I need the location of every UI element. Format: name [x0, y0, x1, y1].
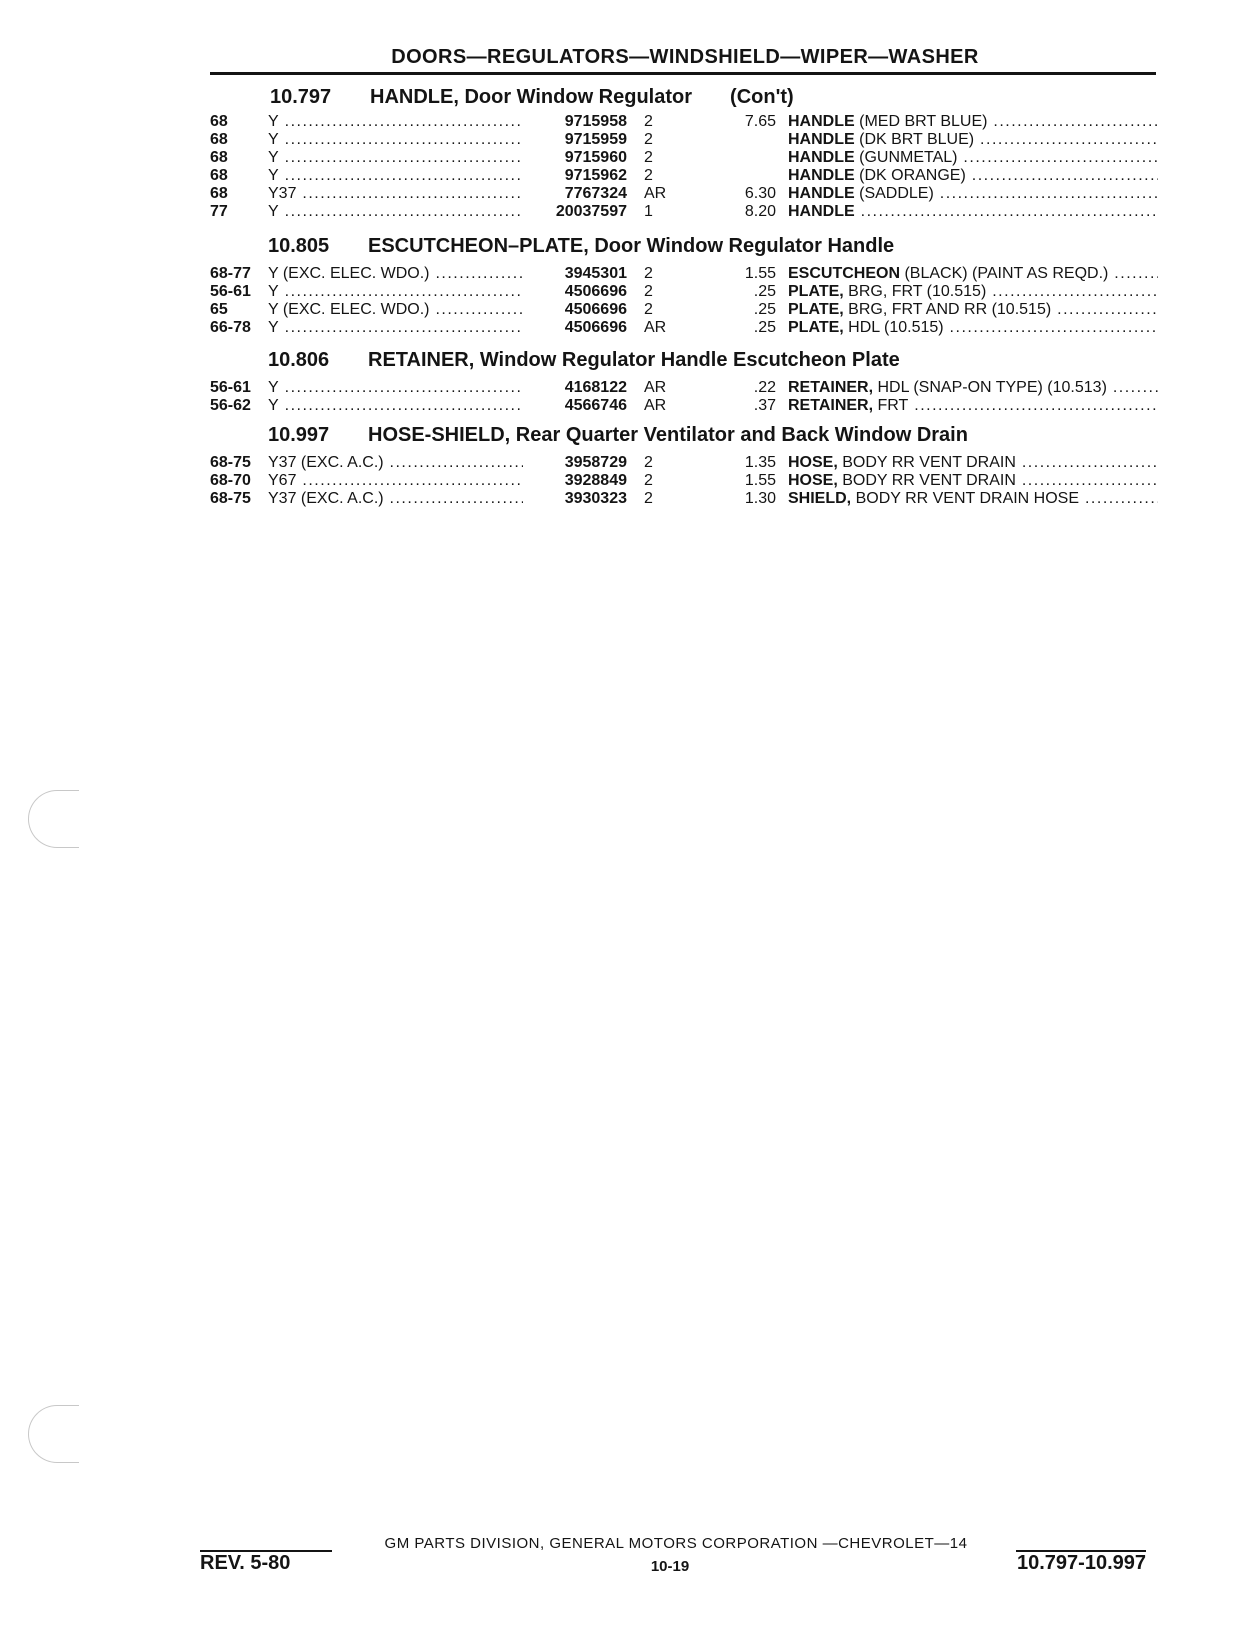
section-code: 10.797 — [270, 86, 332, 108]
part-number-cell: 3945301 — [564, 265, 627, 282]
table-row — [210, 130, 1158, 149]
quantity-cell: 2 — [644, 131, 653, 148]
description-cell — [788, 378, 1158, 397]
description-detail: (BLACK) (PAINT AS REQD.) — [900, 265, 1109, 282]
quantity-cell: 2 — [644, 149, 653, 166]
year-cell: 56-61 — [210, 379, 251, 396]
quantity-cell: 2 — [644, 265, 653, 282]
description-keyword: PLATE, — [788, 283, 844, 300]
table-row — [210, 264, 1158, 283]
section-title: RETAINER, Window Regulator Handle Escutcheon Plate — [368, 349, 900, 371]
section-code: 10.997 — [268, 424, 330, 446]
year-cell: 68-77 — [210, 265, 251, 282]
description-detail: (GUNMETAL) — [854, 149, 958, 166]
table-row — [210, 378, 1158, 397]
quantity-cell: 2 — [644, 167, 653, 184]
price-cell: .25 — [753, 283, 776, 300]
title-rule — [210, 72, 1156, 75]
description-cell — [788, 471, 1158, 490]
description-cell — [788, 148, 1158, 167]
description-keyword: SHIELD, — [788, 490, 852, 507]
page-number: 10-19 — [650, 1558, 690, 1575]
quantity-cell: 2 — [644, 301, 653, 318]
table-row — [210, 300, 1158, 319]
section-range: 10.797-10.997 — [1016, 1552, 1146, 1574]
price-cell: 1.55 — [744, 472, 776, 489]
body-cell: Y37 (EXC. A.C.) ..... — [268, 489, 523, 508]
price-cell: .25 — [753, 319, 776, 336]
price-cell: 8.20 — [744, 203, 776, 220]
year-cell: 68 — [210, 113, 228, 130]
description-keyword: HANDLE — [788, 185, 855, 202]
part-number-cell: 4506696 — [564, 283, 627, 300]
year-cell: 56-61 — [210, 283, 251, 300]
table-row — [210, 112, 1158, 131]
description-keyword: HANDLE — [788, 149, 855, 166]
body-cell: Y ..... — [268, 378, 523, 397]
section-heading — [268, 235, 894, 258]
description-detail: (DK BRT BLUE) — [854, 131, 975, 148]
part-number-cell: 3928849 — [564, 472, 627, 489]
table-row — [210, 396, 1158, 415]
part-number-cell: 9715962 — [564, 167, 627, 184]
quantity-cell: 2 — [644, 472, 653, 489]
year-cell: 68 — [210, 167, 228, 184]
description-detail: BRG, FRT (10.515) — [843, 283, 987, 300]
body-cell: Y ..... — [268, 282, 523, 301]
description-cell — [788, 130, 1158, 149]
table-row — [210, 471, 1158, 490]
year-cell: 66-78 — [210, 319, 251, 336]
page-title: DOORS—REGULATORS—WINDSHIELD—WIPER—WASHER — [391, 46, 979, 68]
description-keyword: HANDLE — [788, 113, 855, 130]
year-cell: 68-75 — [210, 454, 251, 471]
body-cell: Y ..... — [268, 166, 523, 185]
part-number-cell: 3930323 — [564, 490, 627, 507]
description-detail: BRG, FRT AND RR (10.515) — [843, 301, 1052, 318]
part-number-cell: 3958729 — [564, 454, 627, 471]
quantity-cell: AR — [644, 397, 667, 414]
binder-hole — [28, 790, 79, 848]
description-cell — [788, 453, 1158, 472]
year-cell: 68-75 — [210, 490, 251, 507]
year-cell: 56-62 — [210, 397, 251, 414]
description-keyword: PLATE, — [788, 319, 844, 336]
section-heading — [268, 349, 900, 372]
body-cell: Y ..... — [268, 318, 523, 337]
description-keyword: PLATE, — [788, 301, 844, 318]
part-number-cell: 4506696 — [564, 301, 627, 318]
table-row — [210, 453, 1158, 472]
part-number-cell: 9715959 — [564, 131, 627, 148]
body-cell: Y (EXC. ELEC. WDO.) ..... — [268, 264, 523, 283]
description-keyword: RETAINER, — [788, 397, 874, 414]
quantity-cell: AR — [644, 185, 667, 202]
description-detail: BODY RR VENT DRAIN — [837, 472, 1016, 489]
section-heading — [268, 424, 968, 447]
part-number-cell: 9715958 — [564, 113, 627, 130]
description-keyword: HANDLE — [788, 203, 855, 220]
quantity-cell: 2 — [644, 490, 653, 507]
footer-publisher: GM PARTS DIVISION, GENERAL MOTORS CORPORATION —CHEVROLET—14 — [384, 1535, 968, 1552]
year-cell: 68-70 — [210, 472, 251, 489]
table-row — [210, 148, 1158, 167]
body-cell: Y (EXC. ELEC. WDO.) ..... — [268, 300, 523, 319]
description-detail: BODY RR VENT DRAIN HOSE — [851, 490, 1080, 507]
section-suffix: (Con't) — [730, 86, 794, 108]
description-detail: (DK ORANGE) — [854, 167, 966, 184]
part-number-cell: 9715960 — [564, 149, 627, 166]
quantity-cell: 2 — [644, 283, 653, 300]
year-cell: 77 — [210, 203, 228, 220]
body-cell: Y ..... — [268, 112, 523, 131]
price-cell: .37 — [753, 397, 776, 414]
description-cell — [788, 489, 1158, 508]
price-cell: 1.55 — [744, 265, 776, 282]
description-detail: BODY RR VENT DRAIN — [837, 454, 1016, 471]
description-keyword: HOSE, — [788, 472, 838, 489]
part-number-cell: 4168122 — [564, 379, 627, 396]
description-cell — [788, 264, 1158, 283]
part-number-cell: 4506696 — [564, 319, 627, 336]
part-number-cell: 20037597 — [555, 203, 627, 220]
description-detail: FRT — [873, 397, 909, 414]
section-heading — [270, 86, 794, 109]
year-cell: 65 — [210, 301, 228, 318]
revision-label: REV. 5-80 — [200, 1552, 291, 1574]
part-number-cell: 4566746 — [564, 397, 627, 414]
body-cell: Y ..... — [268, 148, 523, 167]
price-cell: .25 — [753, 301, 776, 318]
year-cell: 68 — [210, 131, 228, 148]
price-cell: 1.30 — [744, 490, 776, 507]
table-row — [210, 282, 1158, 301]
body-cell: Y ..... — [268, 396, 523, 415]
body-cell: Y37 ..... — [268, 184, 523, 203]
description-cell — [788, 202, 1158, 221]
description-keyword: RETAINER, — [788, 379, 874, 396]
description-cell — [788, 318, 1158, 337]
body-cell: Y ..... — [268, 202, 523, 221]
description-keyword: HANDLE — [788, 167, 855, 184]
body-cell: Y37 (EXC. A.C.) ..... — [268, 453, 523, 472]
table-row — [210, 166, 1158, 185]
price-cell: .22 — [753, 379, 776, 396]
section-code: 10.806 — [268, 349, 330, 371]
description-cell — [788, 396, 1158, 415]
body-cell: Y67 ..... — [268, 471, 523, 490]
price-cell: 1.35 — [744, 454, 776, 471]
description-cell — [788, 166, 1158, 185]
description-cell — [788, 184, 1158, 203]
year-cell: 68 — [210, 185, 228, 202]
description-keyword: HANDLE — [788, 131, 855, 148]
section-code: 10.805 — [268, 235, 330, 257]
description-detail: HDL (10.515) — [843, 319, 944, 336]
table-row — [210, 318, 1158, 337]
quantity-cell: AR — [644, 319, 667, 336]
description-cell — [788, 282, 1158, 301]
year-cell: 68 — [210, 149, 228, 166]
quantity-cell: AR — [644, 379, 667, 396]
quantity-cell: 1 — [644, 203, 653, 220]
section-title: HOSE-SHIELD, Rear Quarter Ventilator and Back Window Drain — [368, 424, 968, 446]
description-keyword: HOSE, — [788, 454, 838, 471]
price-cell: 6.30 — [744, 185, 776, 202]
table-row — [210, 184, 1158, 203]
description-detail: (MED BRT BLUE) — [854, 113, 988, 130]
quantity-cell: 2 — [644, 454, 653, 471]
table-row — [210, 489, 1158, 508]
price-cell: 7.65 — [744, 113, 776, 130]
description-cell — [788, 112, 1158, 131]
part-number-cell: 7767324 — [564, 185, 627, 202]
section-title: ESCUTCHEON–PLATE, Door Window Regulator Handle — [368, 235, 895, 257]
description-cell — [788, 300, 1158, 319]
description-keyword: ESCUTCHEON — [788, 265, 901, 282]
body-cell: Y ..... — [268, 130, 523, 149]
table-row — [210, 202, 1158, 221]
description-detail: HDL (SNAP-ON TYPE) (10.513) — [873, 379, 1107, 396]
description-detail: (SADDLE) — [854, 185, 934, 202]
section-title: HANDLE, Door Window Regulator — [370, 86, 693, 108]
quantity-cell: 2 — [644, 113, 653, 130]
binder-hole — [28, 1405, 79, 1463]
